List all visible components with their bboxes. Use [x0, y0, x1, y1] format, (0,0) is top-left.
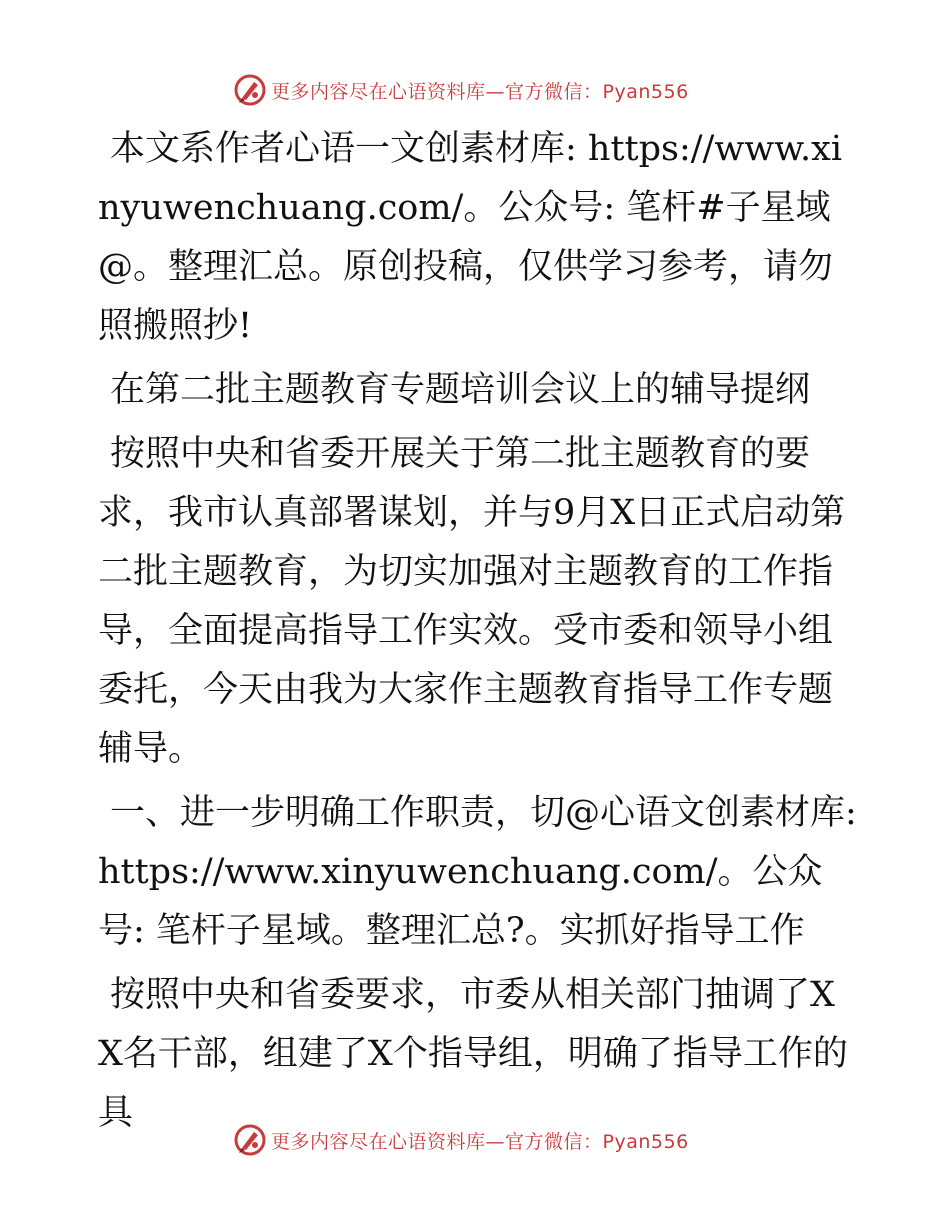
banner-text: 更多内容尽在心语资料库—官方微信：Pyan556	[271, 80, 689, 103]
brush-pen-logo-icon	[233, 73, 267, 107]
intro-paragraph: 按照中央和省委开展关于第二批主题教育的要求，我市认真部署谋划，并与9月X日正式启动第二批主题教育，为切实加强对主题教育的工作指导，全面提高指导工作实效。受市委和领导小组委托，今天由我为大家作主题教育指导工作专题辅导。	[98, 434, 846, 769]
document-body	[98, 120, 858, 1148]
footer-banner	[233, 1122, 713, 1158]
banner-text: 更多内容尽在心语资料库—官方微信：Pyan556	[271, 1130, 689, 1153]
header-banner	[233, 72, 713, 108]
document-title: 在第二批主题教育专题培训会议上的辅导提纲	[110, 370, 811, 410]
body-paragraph: 按照中央和省委要求，市委从相关部门抽调了XX名干部，组建了X个指导组，明确了指导工作的具	[98, 975, 848, 1133]
section-heading-1: 一、进一步明确工作职责，切@心语文创素材库: https://www.xinyuwenchuang.com/。公众号: 笔杆子星域。整理汇总?。实抓好指导工作	[98, 793, 857, 951]
brush-pen-logo-icon	[233, 1123, 267, 1157]
source-notice-paragraph: 本文系作者心语一文创素材库: https://www.xinyuwenchuang.com/。公众号: 笔杆#子星域@。整理汇总。原创投稿，仅供学习参考，请勿照搬照抄!	[98, 129, 843, 346]
